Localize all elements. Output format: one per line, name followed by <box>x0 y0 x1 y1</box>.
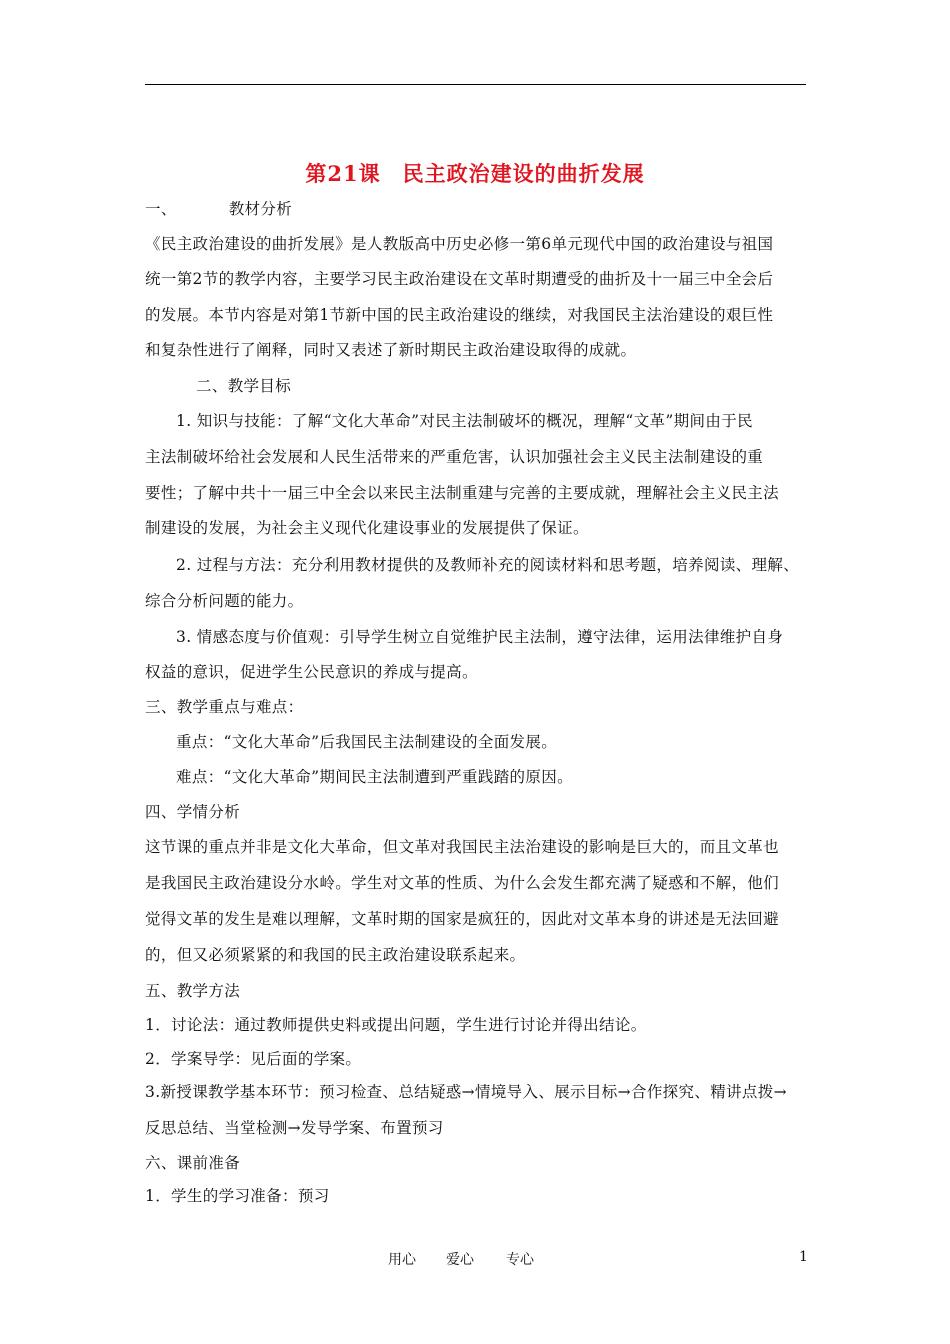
paragraph-line: 2. 过程与方法：充分利用教材提供的及教师补充的阅读材料和思考题，培养阅读、理解、 <box>176 556 800 574</box>
paragraph-line: 要性；了解中共十一届三中全会以来民主法制重建与完善的主要成就，理解社会主义民主法 <box>145 484 780 502</box>
paragraph-line: 统一第2节的教学内容，主要学习民主政治建设在文革时期遭受的曲折及十一届三中全会后 <box>145 270 774 288</box>
list-item: 1．讨论法：通过教师提供史料或提出问题，学生进行讨论并得出结论。 <box>145 1016 647 1034</box>
paragraph-line: 制建设的发展，为社会主义现代化建设事业的发展提供了保证。 <box>145 519 589 537</box>
paragraph-line: 觉得文革的发生是难以理解，文革时期的国家是疯狂的，因此对文革本身的讲述是无法回避 <box>145 910 780 928</box>
lesson-number: 第21课 <box>305 161 381 186</box>
paragraph-line: 3. 情感态度与价值观：引导学生树立自觉维护民主法制，遵守法律，运用法律维护自身 <box>176 628 784 646</box>
paragraph-line: 是我国民主政治建设分水岭。学生对文革的性质、为什么会发生都充满了疑惑和不解，他们 <box>145 874 780 892</box>
header-rule <box>145 84 806 85</box>
footer-motto-2: 爱心 <box>446 1252 474 1268</box>
paragraph-line: 的，但又必须紧紧的和我国的民主政治建设联系起来。 <box>145 946 526 964</box>
lesson-name: 民主政治建设的曲折发展 <box>402 161 645 186</box>
paragraph-line: 综合分析问题的能力。 <box>145 592 304 610</box>
paragraph-line: 和复杂性进行了阐释，同时又表述了新时期民主政治建设取得的成就。 <box>145 341 637 359</box>
section-heading-2: 二、教学目标 <box>196 377 292 395</box>
paragraph-line: 1. 知识与技能：了解“文化大革命”对民主法制破坏的概况，理解“文革”期间由于民 <box>176 412 753 430</box>
paragraph-line: 权益的意识，促进学生公民意识的养成与提高。 <box>145 663 478 681</box>
paragraph-line: 的发展。本节内容是对第1节新中国的民主政治建设的继续，对我国民主法治建设的艰巨性 <box>145 306 774 324</box>
paragraph-line: 这节课的重点并非是文化大革命，但文革对我国民主法治建设的影响是巨大的，而且文革也 <box>145 838 780 856</box>
list-item: 2．学案导学：见后面的学案。 <box>145 1050 362 1068</box>
section-heading-3: 三、教学重点与难点： <box>145 698 304 716</box>
page-title <box>0 158 950 188</box>
footer-motto-1: 用心 <box>388 1252 416 1268</box>
paragraph-line: 主法制破坏给社会发展和人民生活带来的严重危害，认识加强社会主义民主法制建设的重 <box>145 448 764 466</box>
section-heading-6: 六、课前准备 <box>145 1154 241 1172</box>
list-item: 1．学生的学习准备：预习 <box>145 1187 330 1205</box>
paragraph-line: 《民主政治建设的曲折发展》是人教版高中历史必修一第6单元现代中国的政治建设与祖国 <box>145 235 774 253</box>
section-heading-4: 四、学情分析 <box>145 803 241 821</box>
key-point-line: 重点：“文化大革命”后我国民主法制建设的全面发展。 <box>176 733 558 751</box>
difficulty-line: 难点：“文化大革命”期间民主法制遭到严重践踏的原因。 <box>176 768 573 786</box>
list-item: 3.新授课教学基本环节：预习检查、总结疑惑→情境导入、展示目标→合作探究、精讲点拨→ <box>145 1083 787 1101</box>
footer-motto-3: 专心 <box>506 1252 534 1268</box>
section-heading-5: 五、教学方法 <box>145 982 241 1000</box>
page-number: 1 <box>799 1249 808 1265</box>
section-heading-1: 一、 教材分析 <box>145 200 293 218</box>
list-item-continued: 反思总结、当堂检测→发导学案、布置预习 <box>145 1119 444 1137</box>
